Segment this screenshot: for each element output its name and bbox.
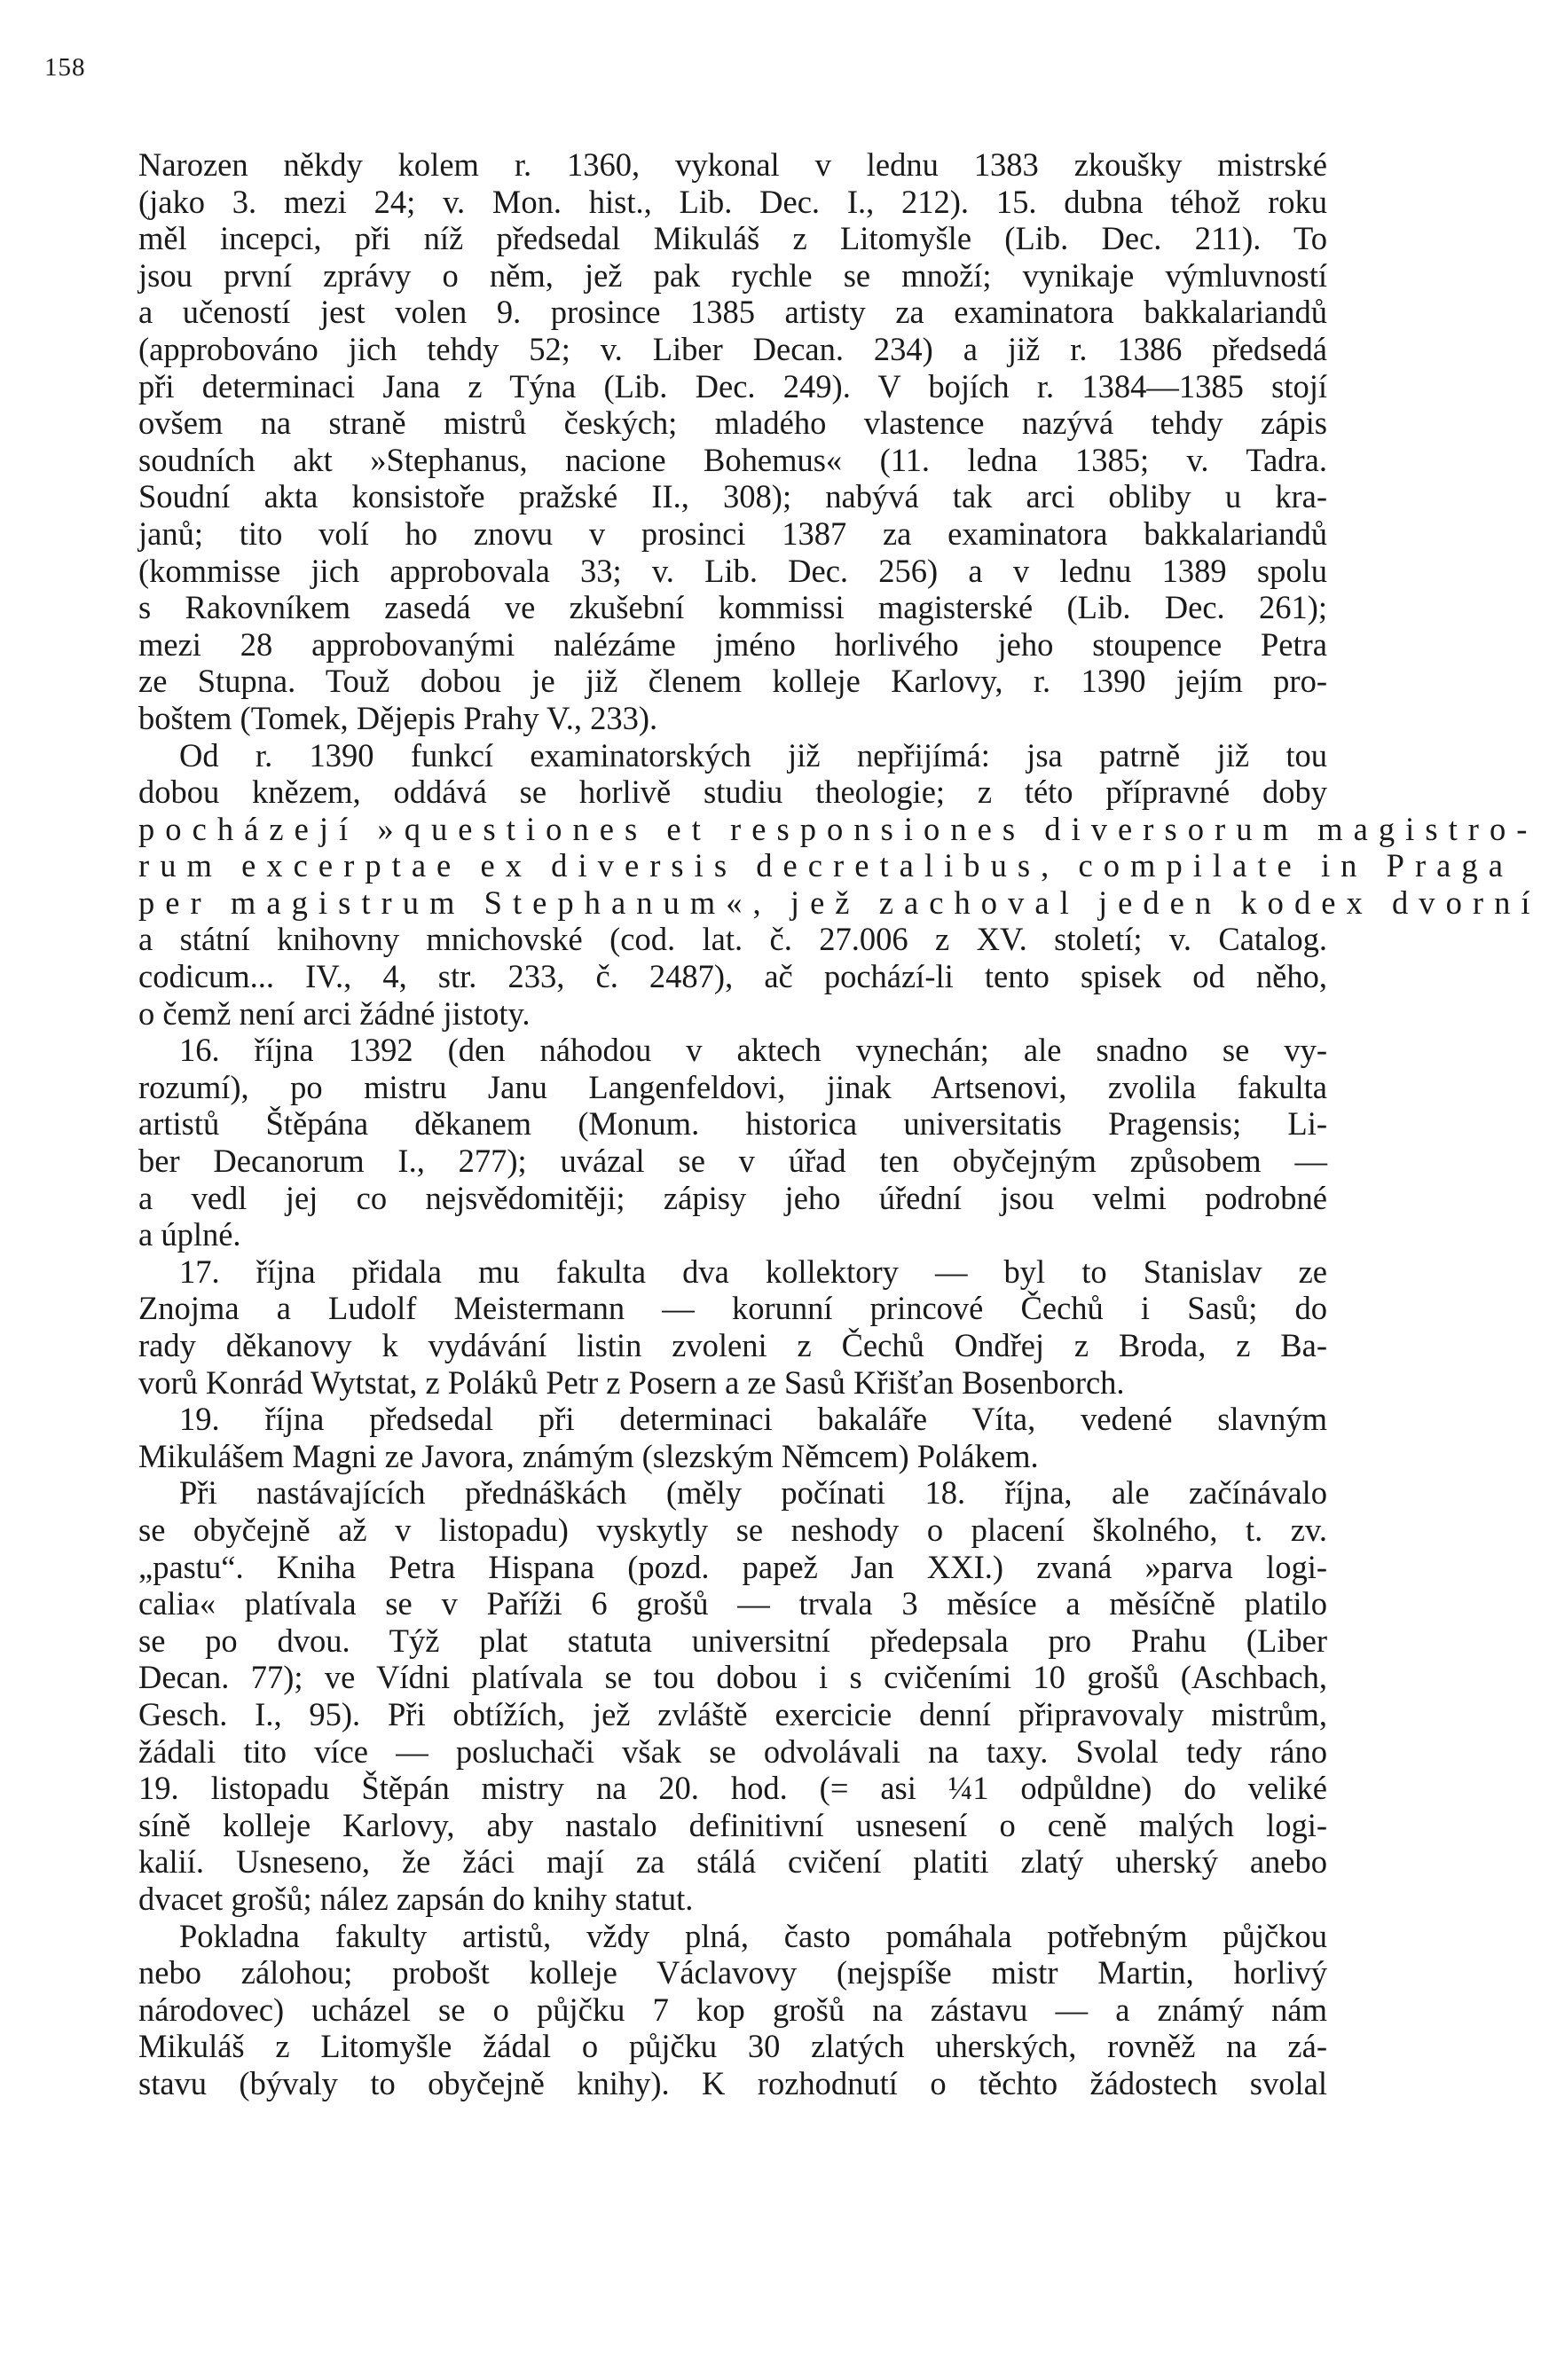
text-line: soudních akt »Stephanus, nacione Bohemus« (11. ledna 1385; v. Tadra. xyxy=(138,441,1327,478)
text-line: rady děkanovy k vydávání listin zvoleni z Čechů Ondřej z Broda, z Ba- xyxy=(138,1327,1327,1363)
text-line: Narozen někdy kolem r. 1360, vykonal v lednu 1383 zkoušky mistrské xyxy=(138,146,1327,183)
text-line: kalií. Usneseno, že žáci mají za stálá cvičení platiti zlatý uherský anebo xyxy=(138,1843,1327,1881)
text-line: stavu (bývaly to obyčejně knihy). K rozhodnutí o těchto žádostech svolal xyxy=(138,2064,1327,2101)
text-line: „pastu“. Kniha Petra Hispana (pozd. papež Jan XXI.) zvaná »parva logi- xyxy=(138,1548,1327,1585)
paragraph xyxy=(138,1401,1327,1474)
text-line: artistů Štěpána děkanem (Monum. historica universitatis Pragensis; Li- xyxy=(138,1105,1327,1143)
text-line: Gesch. I., 95). Při obtížích, jež zvláště exercicie denní připravovaly mistrům, xyxy=(138,1695,1327,1732)
text-line: národovec) ucházel se o půjčku 7 kop grošů na zástavu — a známý nám xyxy=(138,1991,1327,2028)
text-line: janů; tito volí ho znovu v prosinci 1387 za examinatora bakkalariandů xyxy=(138,514,1327,552)
text-line: ovšem na straně mistrů českých; mladého vlastence nazývá tehdy zápis xyxy=(138,405,1327,442)
text-line: o čemž není arci žádné jistoty. xyxy=(138,994,531,1032)
text-line: pocházejí »questiones et responsiones diversorum magistro- xyxy=(138,810,1538,847)
text-line: s Rakovníkem zasedá ve zkušební kommissi magisterské (Lib. Dec. 261); xyxy=(138,589,1327,626)
text-line: 19. listopadu Štěpán mistry na 20. hod. (= asi ¼1 odpůldne) do veliké xyxy=(138,1770,1327,1807)
text-line: rozumí), po mistru Janu Langenfeldovi, jinak Artsenovi, zvolila fakulta xyxy=(138,1068,1327,1105)
paragraph xyxy=(138,736,1541,1033)
text-line: žádali tito více — posluchači však se odvolávali na taxy. Svolal tedy ráno xyxy=(138,1732,1327,1770)
page-number: 158 xyxy=(44,53,86,82)
body-text xyxy=(138,146,1541,2101)
text-line: Od r. 1390 funkcí examinatorských již nepřijímá: jsa patrně již tou xyxy=(179,736,1327,774)
text-line: codicum... IV., 4, str. 233, č. 2487), ač pochází-li tento spisek od něho, xyxy=(138,958,1327,995)
text-line: 19. října předsedal při determinaci bakaláře Víta, vedené slavným xyxy=(179,1401,1327,1438)
text-line: se obyčejně až v listopadu) vyskytly se neshody o placení školného, t. zv. xyxy=(138,1511,1327,1548)
text-line: jsou první zprávy o něm, jež pak rychle se množí; vynikaje výmluvností xyxy=(138,256,1327,294)
text-line: Soudní akta konsistoře pražské II., 308); nabývá tak arci obliby u kra- xyxy=(138,478,1327,515)
text-line: 16. října 1392 (den náhodou v aktech vynechán; ale snadno se vy- xyxy=(179,1032,1327,1069)
paragraph xyxy=(138,1253,1327,1401)
text-line: a vedl jej co nejsvědomitěji; zápisy jeho úřední jsou velmi podrobné xyxy=(138,1179,1327,1216)
text-line: ze Stupna. Touž dobou je již členem kolleje Karlovy, r. 1390 jejím pro- xyxy=(138,663,1327,700)
text-line: boštem (Tomek, Dějepis Prahy V., 233). xyxy=(138,699,658,736)
text-line: a státní knihovny mnichovské (cod. lat. č. 27.006 z XV. století; v. Catalog. xyxy=(138,921,1327,958)
text-line: per magistrum Stephanum«, jež zachoval jeden kodex dvorní xyxy=(138,884,1541,921)
text-line: calia« platívala se v Paříži 6 grošů — trvala 3 měsíce a měsíčně platilo xyxy=(138,1585,1327,1622)
text-line: rum excerptae ex diversis decretalibus, compilate in Praga xyxy=(138,847,1513,884)
text-line: vorů Konrád Wytstat, z Poláků Petr z Posern a ze Sasů Křišťan Bosenborch. xyxy=(138,1363,1125,1401)
text-line: ber Decanorum I., 277); uvázal se v úřad ten obyčejným způsobem — xyxy=(138,1143,1327,1180)
text-line: a úplné. xyxy=(138,1216,241,1253)
text-line: se po dvou. Týž plat statuta universitní předepsala pro Prahu (Liber xyxy=(138,1622,1327,1659)
text-line: Znojma a Ludolf Meistermann — korunní princové Čechů i Sasů; do xyxy=(138,1290,1327,1327)
text-line: 17. října přidala mu fakulta dva kollektory — byl to Stanislav ze xyxy=(179,1253,1327,1290)
text-line: Mikuláš z Litomyšle žádal o půjčku 30 zlatých uherských, rovněž na zá- xyxy=(138,2028,1327,2065)
text-line: a učeností jest volen 9. prosince 1385 artisty za examinatora bakkalariandů xyxy=(138,294,1327,331)
paragraph xyxy=(138,1032,1327,1253)
paragraph xyxy=(138,1474,1327,1917)
text-line: nebo zálohou; probošt kolleje Václavovy (nejspíše mistr Martin, horlivý xyxy=(138,1954,1327,1991)
text-line: (jako 3. mezi 24; v. Mon. hist., Lib. Dec. I., 212). 15. dubna téhož roku xyxy=(138,183,1327,220)
text-line: měl incepci, při níž předsedal Mikuláš z Litomyšle (Lib. Dec. 211). To xyxy=(138,220,1327,257)
text-line: Decan. 77); ve Vídni platívala se tou dobou i s cvičeními 10 grošů (Aschbach, xyxy=(138,1659,1327,1696)
text-line: dvacet grošů; nález zapsán do knihy statut. xyxy=(138,1880,694,1917)
text-line: (approbováno jich tehdy 52; v. Liber Decan. 234) a již r. 1386 předsedá xyxy=(138,330,1327,367)
paragraph xyxy=(138,146,1327,737)
text-line: síně kolleje Karlovy, aby nastalo definitivní usnesení o ceně malých logi- xyxy=(138,1806,1327,1843)
text-line: mezi 28 approbovanými nalézáme jméno horlivého jeho stoupence Petra xyxy=(138,625,1327,663)
text-line: Pokladna fakulty artistů, vždy plná, často pomáhala potřebným půjčkou xyxy=(179,1917,1327,1954)
text-line: (kommisse jich approbovala 33; v. Lib. Dec. 256) a v lednu 1389 spolu xyxy=(138,552,1327,589)
text-line: Při nastávajících přednáškách (měly počínati 18. října, ale začínávalo xyxy=(179,1474,1327,1512)
text-line: při determinaci Jana z Týna (Lib. Dec. 249). V bojích r. 1384—1385 stojí xyxy=(138,367,1327,405)
text-line: dobou knězem, oddává se horlivě studiu theologie; z této přípravné doby xyxy=(138,774,1327,811)
text-line: Mikulášem Magni ze Javora, známým (slezským Němcem) Polákem. xyxy=(138,1437,1039,1474)
paragraph xyxy=(138,1918,1327,2102)
